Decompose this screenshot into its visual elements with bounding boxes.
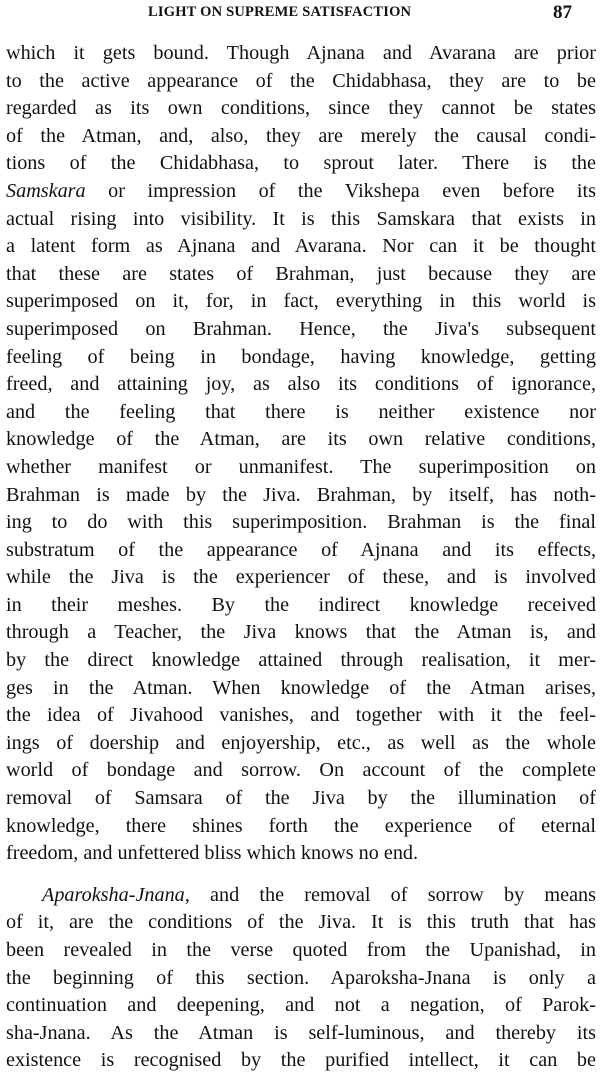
text-line: removal of Samsara of the Jiva by the illumination of: [6, 787, 596, 810]
text-line: freedom, and unfettered bliss which knows no end.: [6, 842, 419, 865]
text-line: which it gets bound. Though Ajnana and Avarana are prior: [6, 42, 596, 64]
text-line: whether manifest or unmanifest. The superimposition on: [6, 455, 596, 478]
text-line: Aparoksha-Jnana, and the removal of sorrow by means: [42, 883, 596, 906]
text-line: superimposed on Brahman. Hence, the Jiva's subsequent: [6, 317, 596, 340]
text-line: by the direct knowledge attained through realisation, it mer-: [6, 649, 596, 672]
text-line: Brahman is made by the Jiva. Brahman, by itself, has noth-: [6, 483, 596, 506]
text-line: ing to do with this superimposition. Brahman is the final: [6, 511, 596, 534]
paragraph: [6, 40, 596, 868]
paragraph: [6, 882, 596, 1075]
italic-term: Samskara: [6, 179, 86, 202]
text-line: the idea of Jivahood vanishes, and together with it the feel-: [6, 704, 596, 727]
text-line: world of bondage and sorrow. On account of the complete: [6, 759, 596, 782]
paragraph-gap: [6, 868, 596, 882]
italic-term: Aparoksha-Jnana,: [42, 883, 190, 906]
text-line: while the Jiva is the experiencer of these, and is involved: [6, 566, 596, 589]
text-line: actual rising into visibility. It is this Samskara that exists in: [6, 207, 596, 230]
running-header: [0, 2, 600, 26]
text-line: that these are states of Brahman, just because they are: [6, 262, 596, 285]
text-line: been revealed in the verse quoted from the Upanishad, in: [6, 939, 596, 961]
text-line: superimposed on it, for, in fact, everything in this world is: [6, 290, 596, 313]
text-line: in their meshes. By the indirect knowledge received: [6, 593, 596, 616]
text-line: of the Atman, and, also, they are merely the causal condi-: [6, 124, 596, 147]
body-text: [6, 40, 596, 1075]
text-line: feeling of being in bondage, having knowledge, getting: [6, 345, 596, 368]
text-line: freed, and attaining joy, as also its conditions of ignorance,: [6, 373, 596, 396]
text-line: Samskara or impression of the Vikshepa even before its: [6, 179, 596, 202]
page-number: 87: [553, 2, 572, 23]
running-title: LIGHT ON SUPREME SATISFACTION: [148, 4, 412, 20]
text-line: existence is recognised by the purified intellect, it can be: [6, 1049, 596, 1072]
text-line: knowledge of the Atman, are its own relative conditions,: [6, 428, 596, 451]
text-line: to the active appearance of the Chidabhasa, they are to be: [6, 69, 596, 92]
text-line: substratum of the appearance of Ajnana and its effects,: [6, 538, 596, 561]
text-line: tions of the Chidabhasa, to sprout later. There is the: [6, 152, 596, 175]
text-line: continuation and deepening, and not a negation, of Parok-: [6, 994, 596, 1017]
text-line: and the feeling that there is neither existence nor: [6, 400, 596, 423]
text-line: knowledge, there shines forth the experience of eternal: [6, 814, 596, 837]
text-line: through a Teacher, the Jiva knows that the Atman is, and: [6, 621, 596, 644]
text-line: sha-Jnana. As the Atman is self-luminous, and thereby its: [6, 1021, 596, 1044]
text-line: ings of doership and enjoyership, etc., as well as the whole: [6, 731, 596, 754]
text-line: the beginning of this section. Aparoksha-Jnana is only a: [6, 966, 596, 989]
text-line: ges in the Atman. When knowledge of the Atman arises,: [6, 676, 596, 699]
text-line: of it, are the conditions of the Jiva. It is this truth that has: [6, 911, 596, 934]
text-line: regarded as its own conditions, since they cannot be states: [6, 97, 596, 120]
text-line: a latent form as Ajnana and Avarana. Nor can it be thought: [6, 235, 596, 258]
